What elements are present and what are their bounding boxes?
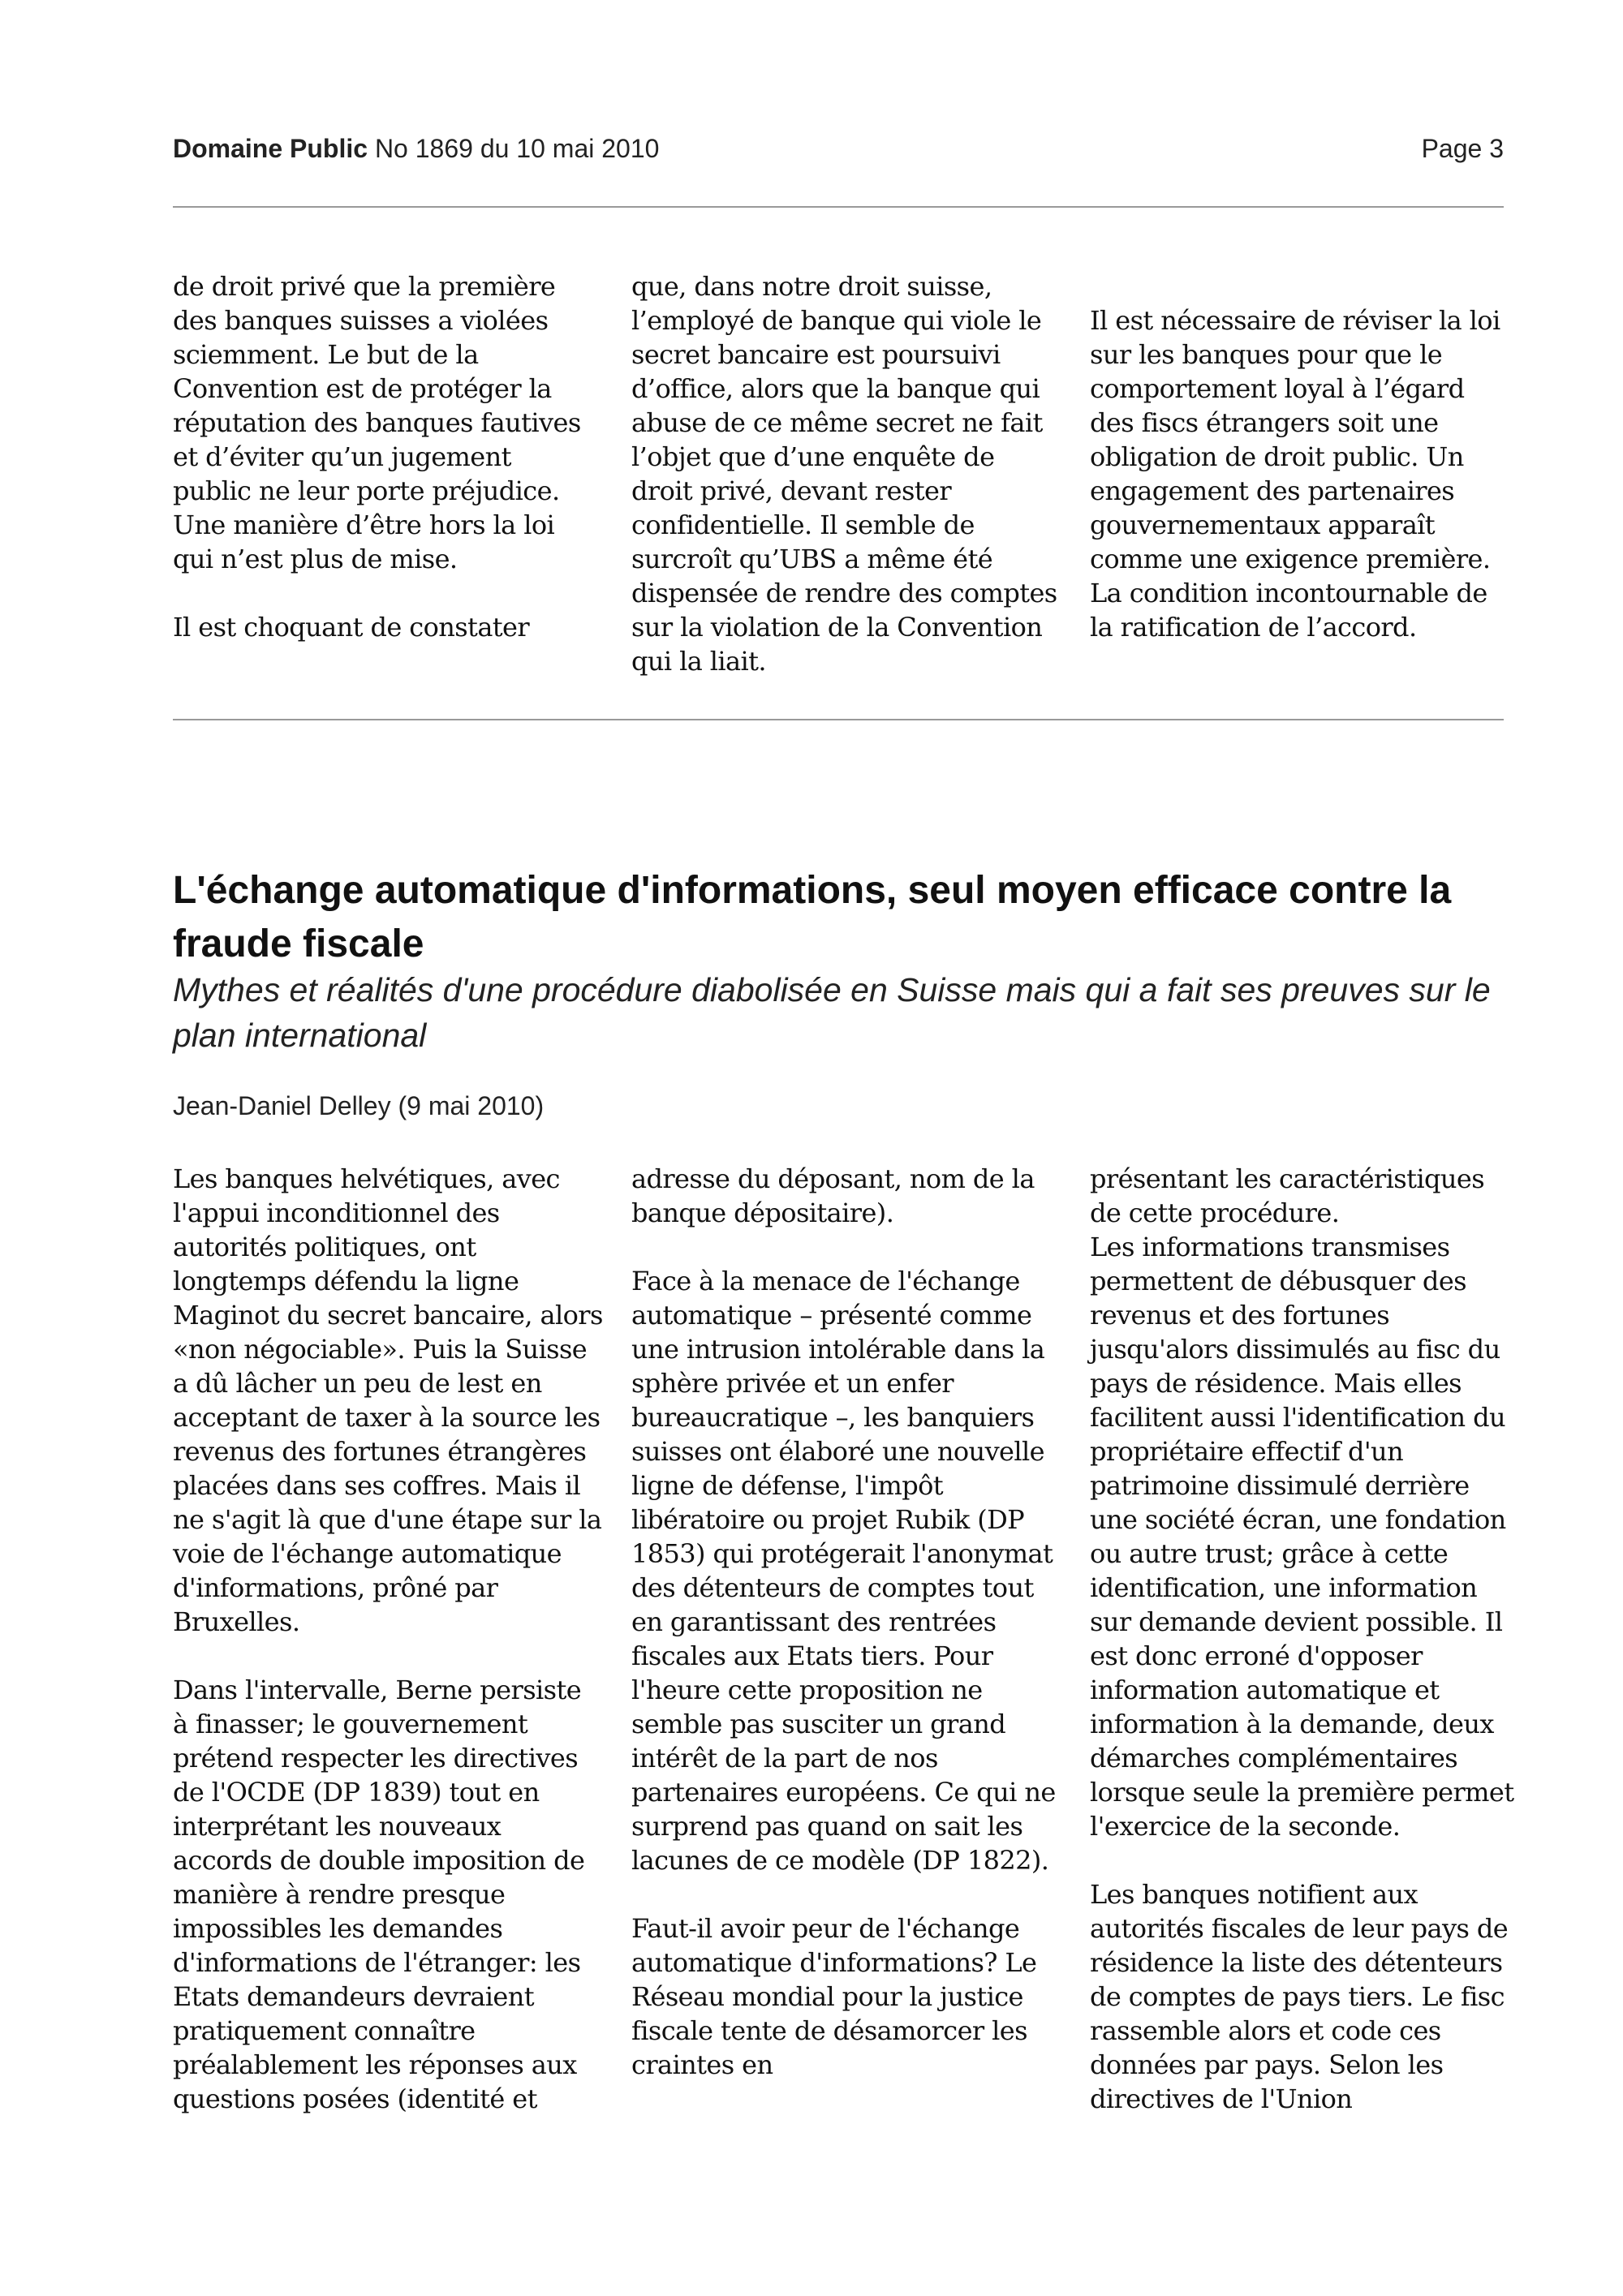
- paragraph: Faut-il avoir peur de l'échange automatique d'informations? Le Réseau mondial pour la justice fiscale tente de désamorcer les craintes en: [631, 1913, 1037, 2080]
- paragraph: que, dans notre droit suisse, l’employé de banque qui viole le secret bancaire est poursuivi d’office, alors que la banque qui abuse de ce même secret ne fait l’objet que d’une enquête de droit privé, devant rester confidentielle. Il semble de surcroît qu’UBS a même été dispensée de rendre des comptes sur la violation de la Convention qui la liait.: [631, 271, 1057, 677]
- paragraph: présentant les caractéristiques de cette procédure. Les informations transmises permettent de débusquer des revenus et des fortunes jusqu'alors dissimulés au fisc du pays de résidence. Mais elles facilitent aussi l'identification du propriétaire effectif d'un patrimoine dissimulé derrière une société écran, une fondation ou autre trust; grâce à cette identification, une information sur demande devient possible. Il est donc erroné d'opposer information automatique et information à la demande, deux démarches complémentaires lorsque seule la première permet l'exercice de la seconde.: [1090, 1163, 1514, 1842]
- paragraph: Les banques helvétiques, avec l'appui inconditionnel des autorités politiques, ont longtemps défendu la ligne Maginot du secret bancaire, alors «non négociable». Puis la Suisse a dû lâcher un peu de lest en acceptant de taxer à la source les revenus des fortunes étrangères placées dans ses coffres. Mais il ne s'agit là que d'une étape sur la voie de l'échange automatique d'informations, prôné par Bruxelles.: [173, 1163, 603, 1637]
- prev-article-column-2: [631, 269, 1057, 678]
- paragraph: Face à la menace de l'échange automatique – présenté comme une intrusion intolérable dans la sphère privée et un enfer bureaucratique –, les banquiers suisses ont élaboré une nouvelle ligne de défense, l'impôt libératoire ou projet Rubik (DP 1853) qui protégerait l'anonymat des détenteurs de comptes tout en garantissant des rentrées fiscales aux Etats tiers. Pour l'heure cette proposition ne semble pas susciter un grand intérêt de la part de nos partenaires européens. Ce qui ne surprend pas quand on sait les lacunes de ce modèle (DP 1822).: [631, 1266, 1056, 1876]
- page-number: Page 3: [1421, 134, 1504, 163]
- paragraph: adresse du déposant, nom de la banque dépositaire).: [631, 1163, 1035, 1228]
- article-divider: [173, 719, 1504, 720]
- paragraph: Il est choquant de constater: [173, 612, 530, 643]
- article-byline: Jean-Daniel Delley (9 mai 2010): [173, 1091, 545, 1120]
- page-header: [173, 134, 1504, 170]
- article-column-3: [1090, 1162, 1516, 2116]
- article-subtitle: Mythes et réalités d'une procédure diabolisée en Suisse mais qui a fait ses preuves sur le plan international: [173, 971, 1491, 1054]
- header-divider: [173, 206, 1504, 208]
- publication-name: Domaine Public: [173, 134, 368, 163]
- article-title: L'échange automatique d'informations, seul moyen efficace contre la fraude fiscale: [173, 869, 1452, 965]
- article-column-2: [631, 1162, 1061, 2082]
- paragraph: de droit privé que la première des banques suisses a violées sciemment. Le but de la Convention est de protéger la réputation des banques fautives et d’éviter qu’un jugement public ne leur porte préjudice. Une manière d’être hors la loi qui n’est plus de mise.: [173, 271, 581, 574]
- prev-article-column-3: [1090, 303, 1512, 644]
- issue-info: No 1869 du 10 mai 2010: [374, 134, 660, 163]
- paragraph: Les banques notifient aux autorités fiscales de leur pays de résidence la liste des détenteurs de comptes de pays tiers. Le fisc rassemble alors et code ces données par pays. Selon les directives de l'Union: [1090, 1879, 1509, 2114]
- prev-article-column-1: [173, 269, 587, 644]
- paragraph: Dans l'intervalle, Berne persiste à finasser; le gouvernement prétend respecter les directives de l'OCDE (DP 1839) tout en interprétant les nouveaux accords de double imposition de manière à rendre presque impossibles les demandes d'informations de l'étranger: les Etats demandeurs devraient pratiquement connaître préalablement les réponses aux questions posées (identité et: [173, 1675, 585, 2114]
- article-column-1: [173, 1162, 603, 2116]
- paragraph: Il est nécessaire de réviser la loi sur les banques pour que le comportement loyal à l’égard des fiscs étrangers soit une obligation de droit public. Un engagement des partenaires gouvernementaux apparaît comme une exigence première. La condition incontournable de la ratification de l’accord.: [1090, 305, 1500, 643]
